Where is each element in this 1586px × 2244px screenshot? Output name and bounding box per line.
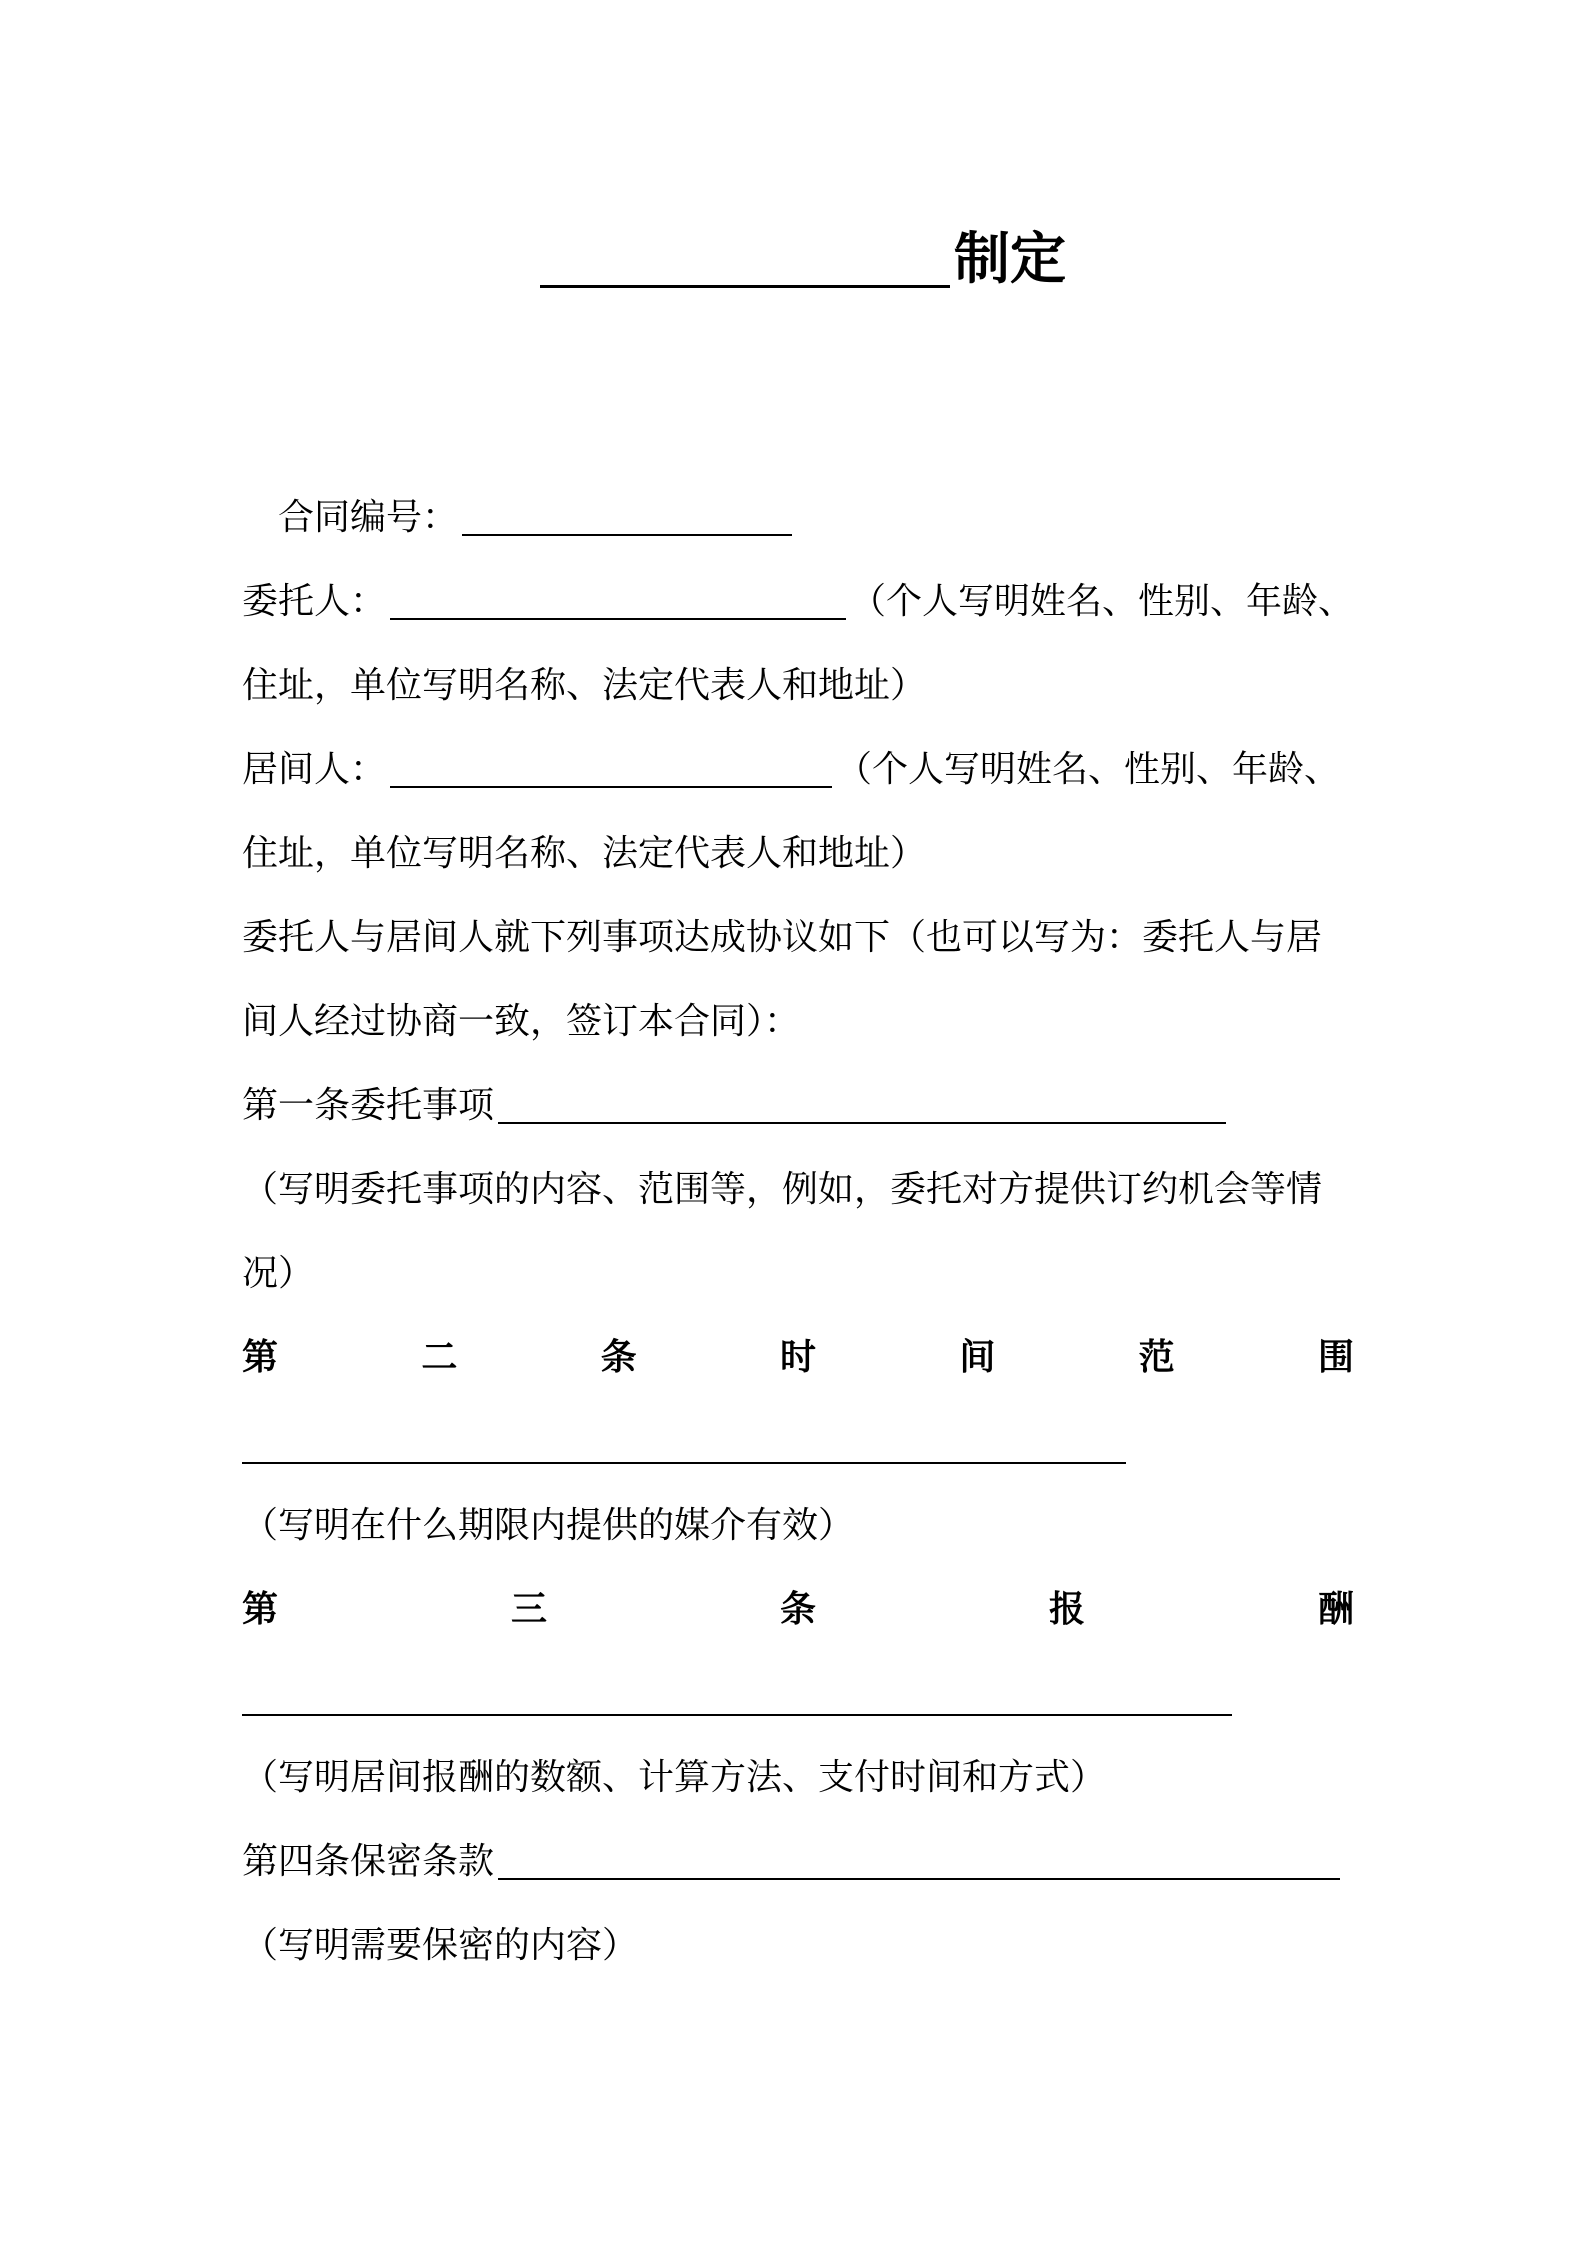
client-line xyxy=(242,581,1354,622)
client-note: （个人写明姓名、性别、年龄、 xyxy=(849,581,1354,622)
article-2-blank[interactable] xyxy=(242,1462,1126,1464)
article-3-char: 酬 xyxy=(1317,1589,1354,1630)
broker-blank[interactable] xyxy=(390,752,832,788)
article-3-char: 三 xyxy=(510,1589,547,1630)
article-4-blank[interactable] xyxy=(498,1844,1340,1880)
article-2-char: 条 xyxy=(600,1337,637,1378)
client-blank[interactable] xyxy=(390,584,846,620)
client-label: 委托人： xyxy=(242,581,387,622)
document-title xyxy=(540,218,1066,292)
contract-number-blank[interactable] xyxy=(462,500,792,536)
client-note-continued xyxy=(242,665,1354,706)
article-2-heading xyxy=(242,1337,1354,1378)
article-2-char: 范 xyxy=(1138,1337,1175,1378)
article-2-note: （写明在什么期限内提供的媒介有效） xyxy=(242,1505,855,1546)
article-1-blank[interactable] xyxy=(498,1088,1226,1124)
article-4-label: 第四条保密条款 xyxy=(242,1841,495,1882)
article-3-note: （写明居间报酬的数额、计算方法、支付时间和方式） xyxy=(242,1757,1107,1798)
intro-text-2: 间人经过协商一致，签订本合同）： xyxy=(242,1001,801,1042)
article-2-char: 间 xyxy=(959,1337,996,1378)
article-1-note-line-1 xyxy=(242,1169,1354,1210)
article-3-blank[interactable] xyxy=(242,1714,1232,1716)
article-2-note-line xyxy=(242,1505,1354,1546)
article-3-char: 第 xyxy=(242,1589,279,1630)
title-suffix: 制定 xyxy=(954,227,1066,292)
article-3-char: 报 xyxy=(1048,1589,1085,1630)
article-4-line xyxy=(242,1841,1354,1882)
article-3-heading xyxy=(242,1589,1354,1630)
article-2-char: 二 xyxy=(421,1337,458,1378)
article-1-note-1: （写明委托事项的内容、范围等，例如，委托对方提供订约机会等情 xyxy=(242,1169,1323,1210)
article-2-char: 围 xyxy=(1317,1337,1354,1378)
broker-note-continued xyxy=(242,833,1354,874)
article-2-char: 时 xyxy=(779,1337,816,1378)
intro-line-1 xyxy=(242,917,1354,958)
article-1-note-2: 况） xyxy=(242,1253,315,1294)
intro-line-2 xyxy=(242,1001,1354,1042)
article-1-note-line-2 xyxy=(242,1253,1354,1294)
broker-line xyxy=(242,749,1354,790)
broker-note-cont: 住址，单位写明名称、法定代表人和地址） xyxy=(242,833,927,874)
intro-text-1: 委托人与居间人就下列事项达成协议如下（也可以写为：委托人与居 xyxy=(242,917,1323,958)
article-3-char: 条 xyxy=(779,1589,816,1630)
broker-note: （个人写明姓名、性别、年龄、 xyxy=(836,749,1341,790)
article-2-char: 第 xyxy=(242,1337,279,1378)
contract-number-label: 合同编号： xyxy=(278,497,459,538)
article-4-note: （写明需要保密的内容） xyxy=(242,1925,639,1966)
article-1-line xyxy=(242,1085,1354,1126)
article-4-note-line xyxy=(242,1925,1354,1966)
client-note-cont: 住址，单位写明名称、法定代表人和地址） xyxy=(242,665,927,706)
broker-label: 居间人： xyxy=(242,749,387,790)
title-blank[interactable] xyxy=(540,229,950,288)
article-3-note-line xyxy=(242,1757,1354,1798)
contract-number-line xyxy=(278,497,1390,538)
article-1-label: 第一条委托事项 xyxy=(242,1085,495,1126)
